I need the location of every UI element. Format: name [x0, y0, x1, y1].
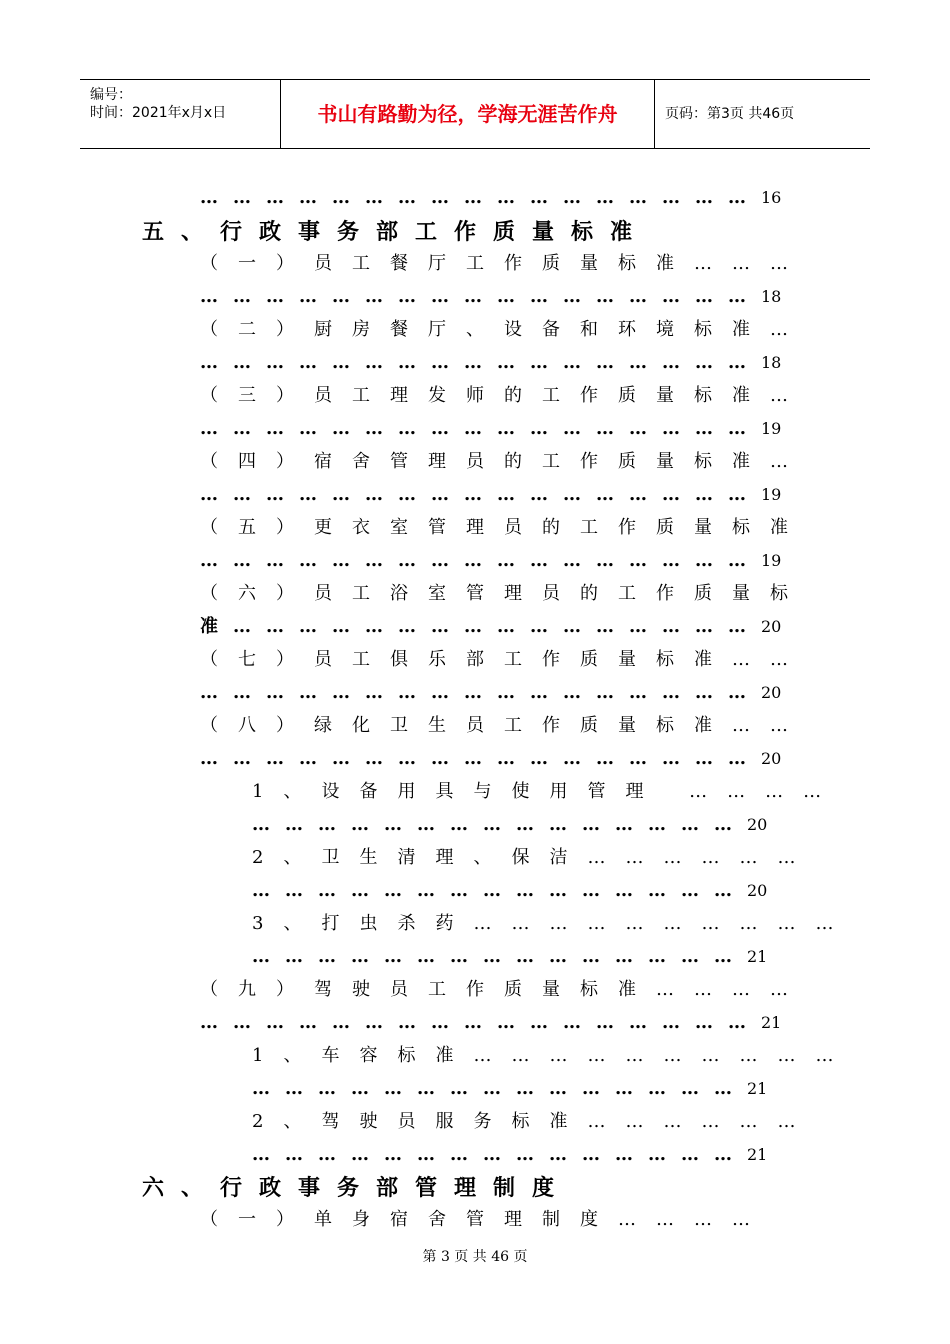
- toc-page: 20: [747, 815, 768, 834]
- toc-leader: ……………………………………………: [200, 286, 761, 307]
- motto: 书山有路勤为径，学海无涯苦作舟: [281, 80, 655, 148]
- toc-page: 21: [761, 1013, 782, 1032]
- toc-row[interactable]: [252, 813, 767, 837]
- toc-row[interactable]: [200, 747, 781, 771]
- toc-row[interactable]: [200, 615, 781, 639]
- toc-row[interactable]: [200, 417, 781, 441]
- toc-row[interactable]: [200, 285, 781, 309]
- toc-title[interactable]: （一）单身宿舍管理制度…………: [200, 1209, 770, 1230]
- page-info: 页码：第3页 共46页: [665, 106, 795, 122]
- code-label: 编号：: [90, 87, 132, 103]
- toc-leader: ………………………………………: [252, 946, 747, 967]
- toc-row[interactable]: [252, 1143, 767, 1167]
- toc-title[interactable]: 1、车容标准…………………………: [252, 1045, 854, 1066]
- toc-title[interactable]: （四）宿舍管理员的工作质量标准…: [200, 451, 808, 472]
- time-label: 时间：2021年x月x日: [90, 105, 227, 121]
- toc-leader: ………………………………………: [252, 814, 747, 835]
- toc-leader: ……………………………………………: [200, 748, 761, 769]
- toc-leader: ……………………………………………: [200, 187, 761, 208]
- toc-leader: ……………………………………………: [200, 352, 761, 373]
- toc-leader: ……………………………………………: [200, 550, 761, 571]
- toc-title[interactable]: 2、卫生清理、保洁………………: [252, 847, 816, 868]
- page-header: [80, 79, 870, 149]
- toc-page: 20: [761, 683, 782, 702]
- toc-page: 18: [761, 287, 782, 306]
- toc-page: 20: [747, 881, 768, 900]
- toc-leader: ……………………………………………: [200, 682, 761, 703]
- toc-title[interactable]: （五）更衣室管理员的工作质量标准: [200, 517, 808, 538]
- toc-page: 19: [761, 485, 782, 504]
- toc-leader: ……………………………………………: [200, 484, 761, 505]
- toc-page: 20: [761, 617, 782, 636]
- toc-page: 16: [761, 188, 782, 207]
- toc-title[interactable]: （七）员工俱乐部工作质量标准……: [200, 649, 808, 670]
- toc-row[interactable]: [200, 1011, 781, 1035]
- toc-page: 21: [747, 1079, 768, 1098]
- toc-leader: ………………………………………: [252, 1078, 747, 1099]
- toc-row[interactable]: [252, 879, 767, 903]
- section-heading[interactable]: 五、行政事务部工作质量标准: [142, 219, 650, 245]
- page-footer: 第 3 页 共 46 页: [422, 1249, 528, 1265]
- toc-leader: ……………………………………………: [200, 418, 761, 439]
- toc-page: 19: [761, 419, 782, 438]
- toc-row[interactable]: [200, 351, 781, 375]
- toc-title[interactable]: （三）员工理发师的工作质量标准…: [200, 385, 808, 406]
- toc-leader: 准…………………………………………: [200, 616, 761, 637]
- toc-row[interactable]: [252, 945, 767, 969]
- toc-title[interactable]: 2、驾驶员服务标准………………: [252, 1111, 816, 1132]
- toc-page: 21: [747, 1145, 768, 1164]
- toc-row[interactable]: [200, 549, 781, 573]
- toc-page: 18: [761, 353, 782, 372]
- toc-row[interactable]: [252, 1077, 767, 1101]
- toc-title[interactable]: （九）驾驶员工作质量标准…………: [200, 979, 808, 1000]
- toc-title[interactable]: （八）绿化卫生员工作质量标准……: [200, 715, 808, 736]
- toc-page: 19: [761, 551, 782, 570]
- toc-leader: ………………………………………: [252, 1144, 747, 1165]
- toc-title[interactable]: （二）厨房餐厅、设备和环境标准…: [200, 319, 808, 340]
- toc-title[interactable]: 3、打虫杀药…………………………: [252, 913, 854, 934]
- toc-page: 21: [747, 947, 768, 966]
- toc-title[interactable]: 1、设备用具与使用管理 …………: [252, 781, 842, 802]
- section-heading[interactable]: 六、行政事务部管理制度: [142, 1175, 572, 1201]
- toc-row[interactable]: [200, 483, 781, 507]
- toc-leader: ……………………………………………: [200, 1012, 761, 1033]
- toc-leader: ………………………………………: [252, 880, 747, 901]
- toc-row[interactable]: [200, 186, 781, 210]
- header-info-cell: [80, 80, 281, 148]
- toc-title[interactable]: （一）员工餐厅工作质量标准………: [200, 253, 808, 274]
- toc-title[interactable]: （六）员工浴室管理员的工作质量标: [200, 583, 808, 604]
- toc-row[interactable]: [200, 681, 781, 705]
- toc-page: 20: [761, 749, 782, 768]
